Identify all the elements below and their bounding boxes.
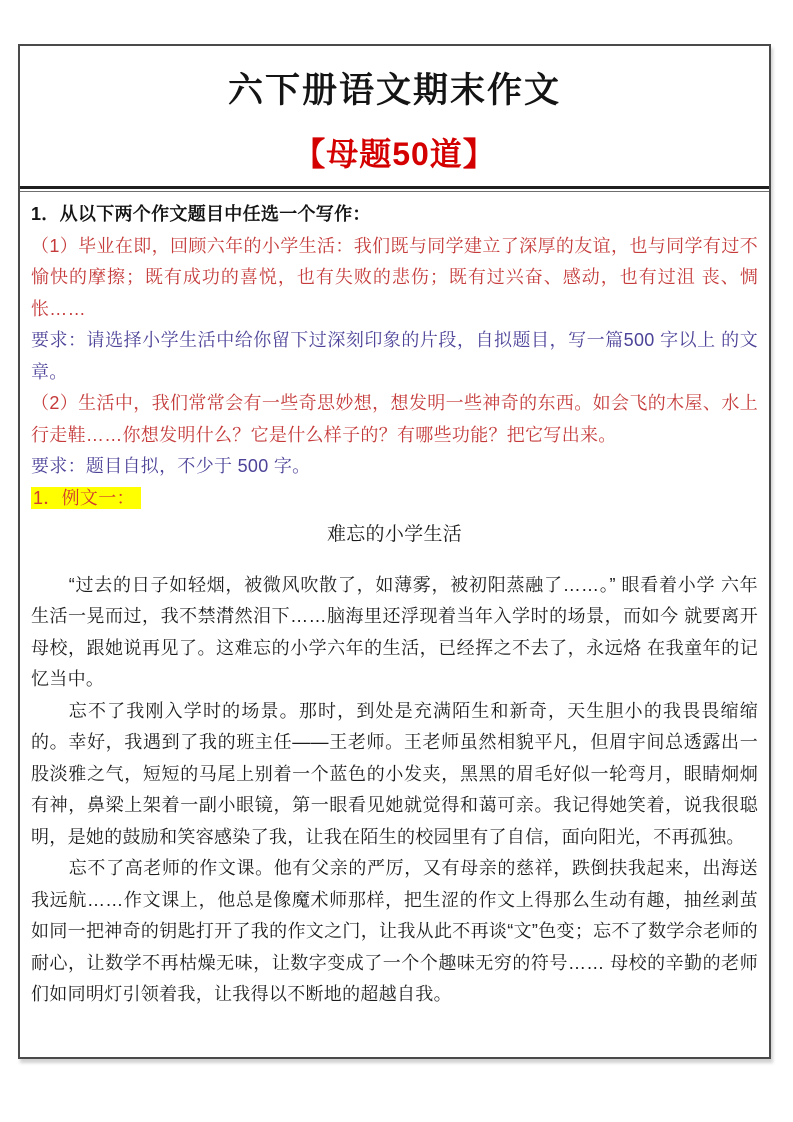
essay-paragraph-1: “过去的日子如轻烟，被微风吹散了，如薄雾，被初阳蒸融了……。” 眼看着小学 六年生活一晃而过，我不禁潸然泪下……脑海里还浮现着当年入学时的场景，而如今 就要离开母校，跟她说再见了。这难忘的小学六年的生活，已经挥之不去了，永远烙 在我童年的记忆当中。 [31,574,758,689]
document-title: 六下册语文期末作文 [227,71,561,110]
essay-paragraph-2: 忘不了我刚入学时的场景。那时，到处是充满陌生和新奇，天生胆小的我畏畏缩缩的。幸好，我遇到了我的班主任——王老师。王老师虽然相貌平凡，但眉宇间总透露出一股淡雅之气，短短的马尾上别着一个蓝色的小发夹，黑黑的眉毛好似一轮弯月，眼睛炯炯有神，鼻梁上架着一副小眼镜，第一眼看见她就觉得和蔼可亲。我记得她笑着，说我很聪明，是她的鼓励和笑容感染了我，让我在陌生的校园里有了自信，面向阳光，不再孤独。 [31,700,758,847]
prompt-requirement-1: 要求：请选择小学生活中给你留下过深刻印象的片段，自拟题目，写一篇500 字以上 的文章。 [31,330,758,382]
example-label-highlight: 1．例文一： [31,487,141,509]
essay-paragraph-3: 忘不了高老师的作文课。他有父亲的严厉，又有母亲的慈祥，跌倒扶我起来，出海送我远航……作文课上，他总是像魔术师那样，把生涩的作文上得那么生动有趣，抽丝剥茧如同一把神奇的钥匙打开了我的作文之门，让我从此不再谈“文”色变；忘不了数学佘老师的耐心，让数学不再枯燥无味，让数字变成了一个个趣味无穷的符号…… 母校的辛勤的老师们如同明灯引领着我，让我得以不断地的超越自我。 [31,858,758,1004]
prompt-option-2: （2）生活中，我们常常会有一些奇思妙想，想发明一些神奇的东西。如会飞的木屋、水上行走鞋……你想发明什么？它是什么样子的？有哪些功能？把它写出来。 [31,393,758,445]
essay-title: 难忘的小学生活 [326,524,463,545]
document-border-box [18,44,771,1059]
prompt-requirement-2: 要求：题目自拟，不少于 500 字。 [31,456,311,476]
document-content [20,192,769,1011]
example-label-line [31,483,758,515]
prompt-heading: 1．从以下两个作文题目中任选一个写作： [31,204,371,224]
document-subtitle: 【母题50道】 [293,136,496,172]
prompt-option-1: （1）毕业在即，回顾六年的小学生活：我们既与同学建立了深厚的友谊，也与同学有过不愉快的摩擦；既有成功的喜悦，也有失败的悲伤；既有过兴奋、感动，也有过沮 丧、惆怅…… [31,235,758,319]
